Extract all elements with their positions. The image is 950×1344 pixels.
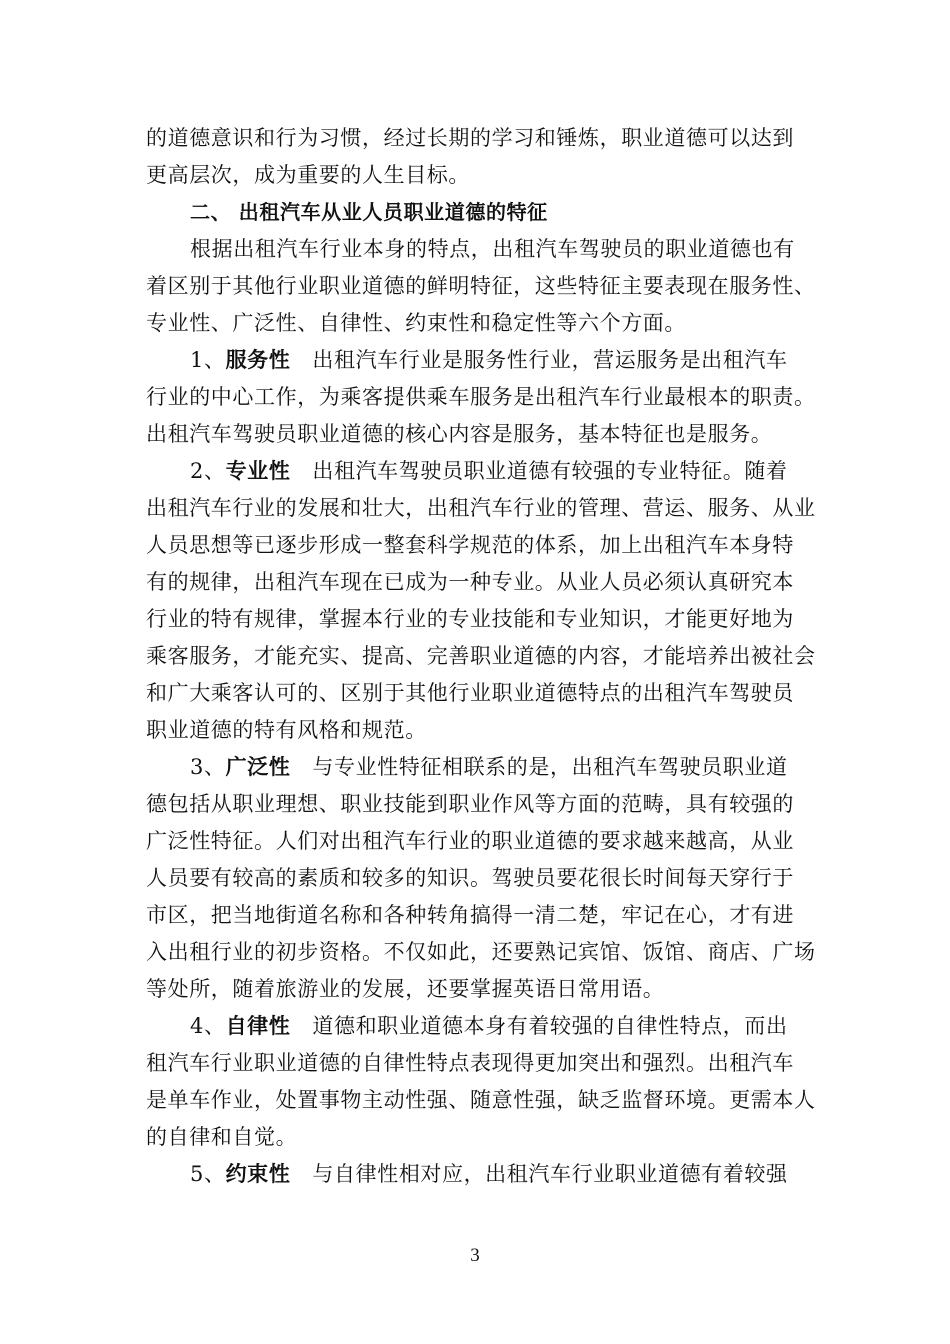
item-text: 与自律性相对应，出租汽车行业职业道德有着较强 — [312, 1162, 788, 1186]
item-number: 3、 — [190, 755, 226, 779]
paragraph-line: 乘客服务，才能充实、提高、完善职业道德的内容，才能培养出被社会 — [146, 644, 816, 668]
paragraph-line: 的道德意识和行为习惯，经过长期的学习和锤炼，职业道德可以达到 — [146, 126, 794, 150]
paragraph-line: 行业的中心工作，为乘客提供乘车服务是出租汽车行业最根本的职责。 — [146, 385, 816, 409]
page-number: 3 — [470, 1245, 480, 1266]
item-number: 4、 — [190, 1014, 226, 1038]
item-1-first-line — [190, 345, 822, 375]
item-term: 专业性 — [225, 459, 291, 483]
paragraph-line: 有的规律，出租汽车现在已成为一种专业。从业人员必须认真研究本 — [146, 570, 794, 594]
item-text: 出租汽车行业是服务性行业，营运服务是出租汽车 — [312, 348, 788, 372]
item-number: 5、 — [190, 1162, 226, 1186]
item-number: 1、 — [190, 348, 226, 372]
paragraph-line: 德包括从职业理想、职业技能到职业作风等方面的范畴，具有较强的 — [146, 792, 794, 816]
paragraph-line: 等处所，随着旅游业的发展，还要掌握英语日常用语。 — [146, 977, 665, 1001]
item-2-first-line — [190, 456, 822, 486]
item-term: 服务性 — [225, 348, 291, 372]
paragraph-line: 专业性、广泛性、自律性、约束性和稳定性等六个方面。 — [146, 311, 686, 335]
paragraph-line: 职业道德的特有风格和规范。 — [146, 718, 427, 742]
item-text: 出租汽车驾驶员职业道德有较强的专业特征。随着 — [312, 459, 788, 483]
paragraph-line: 出租汽车驾驶员职业道德的核心内容是服务，基本特征也是服务。 — [146, 422, 773, 446]
paragraph-line: 根据出租汽车行业本身的特点，出租汽车驾驶员的职业道德也有 — [190, 237, 795, 261]
paragraph-line: 是单车作业，处置事物主动性强、随意性强，缺乏监督环境。更需本人 — [146, 1088, 816, 1112]
item-term: 广泛性 — [225, 755, 291, 779]
paragraph-line: 市区，把当地街道名称和各种转角搞得一清二楚，牢记在心，才有进 — [146, 903, 794, 927]
paragraph-line: 行业的特有规律，掌握本行业的专业技能和专业知识，才能更好地为 — [146, 607, 794, 631]
item-5-first-line — [190, 1159, 822, 1189]
item-text: 与专业性特征相联系的是，出租汽车驾驶员职业道 — [312, 755, 788, 779]
item-term: 自律性 — [225, 1014, 291, 1038]
paragraph-line: 入出租行业的初步资格。不仅如此，还要熟记宾馆、饭馆、商店、广场 — [146, 940, 816, 964]
paragraph-line: 更高层次，成为重要的人生目标。 — [146, 163, 470, 187]
item-number: 2、 — [190, 459, 226, 483]
item-3-first-line — [190, 752, 822, 782]
paragraph-line: 人员思想等已逐步形成一整套科学规范的体系，加上出租汽车本身特 — [146, 533, 794, 557]
paragraph-line: 租汽车行业职业道德的自律性特点表现得更加突出和强烈。出租汽车 — [146, 1051, 794, 1075]
paragraph-line: 着区别于其他行业职业道德的鲜明特征，这些特征主要表现在服务性、 — [146, 274, 816, 298]
paragraph-line: 广泛性特征。人们对出租汽车行业的职业道德的要求越来越高，从业 — [146, 829, 794, 853]
section-heading: 二、 出租汽车从业人员职业道德的特征 — [190, 200, 548, 224]
paragraph-line: 出租汽车行业的发展和壮大，出租汽车行业的管理、营运、服务、从业 — [146, 496, 816, 520]
item-term: 约束性 — [225, 1162, 291, 1186]
item-text: 道德和职业道德本身有着较强的自律性特点，而出 — [312, 1014, 788, 1038]
paragraph-line: 和广大乘客认可的、区别于其他行业职业道德特点的出租汽车驾驶员 — [146, 681, 794, 705]
paragraph-line: 的自律和自觉。 — [146, 1125, 298, 1149]
paragraph-line: 人员要有较高的素质和较多的知识。驾驶员要花很长时间每天穿行于 — [146, 866, 794, 890]
item-4-first-line — [190, 1011, 822, 1041]
